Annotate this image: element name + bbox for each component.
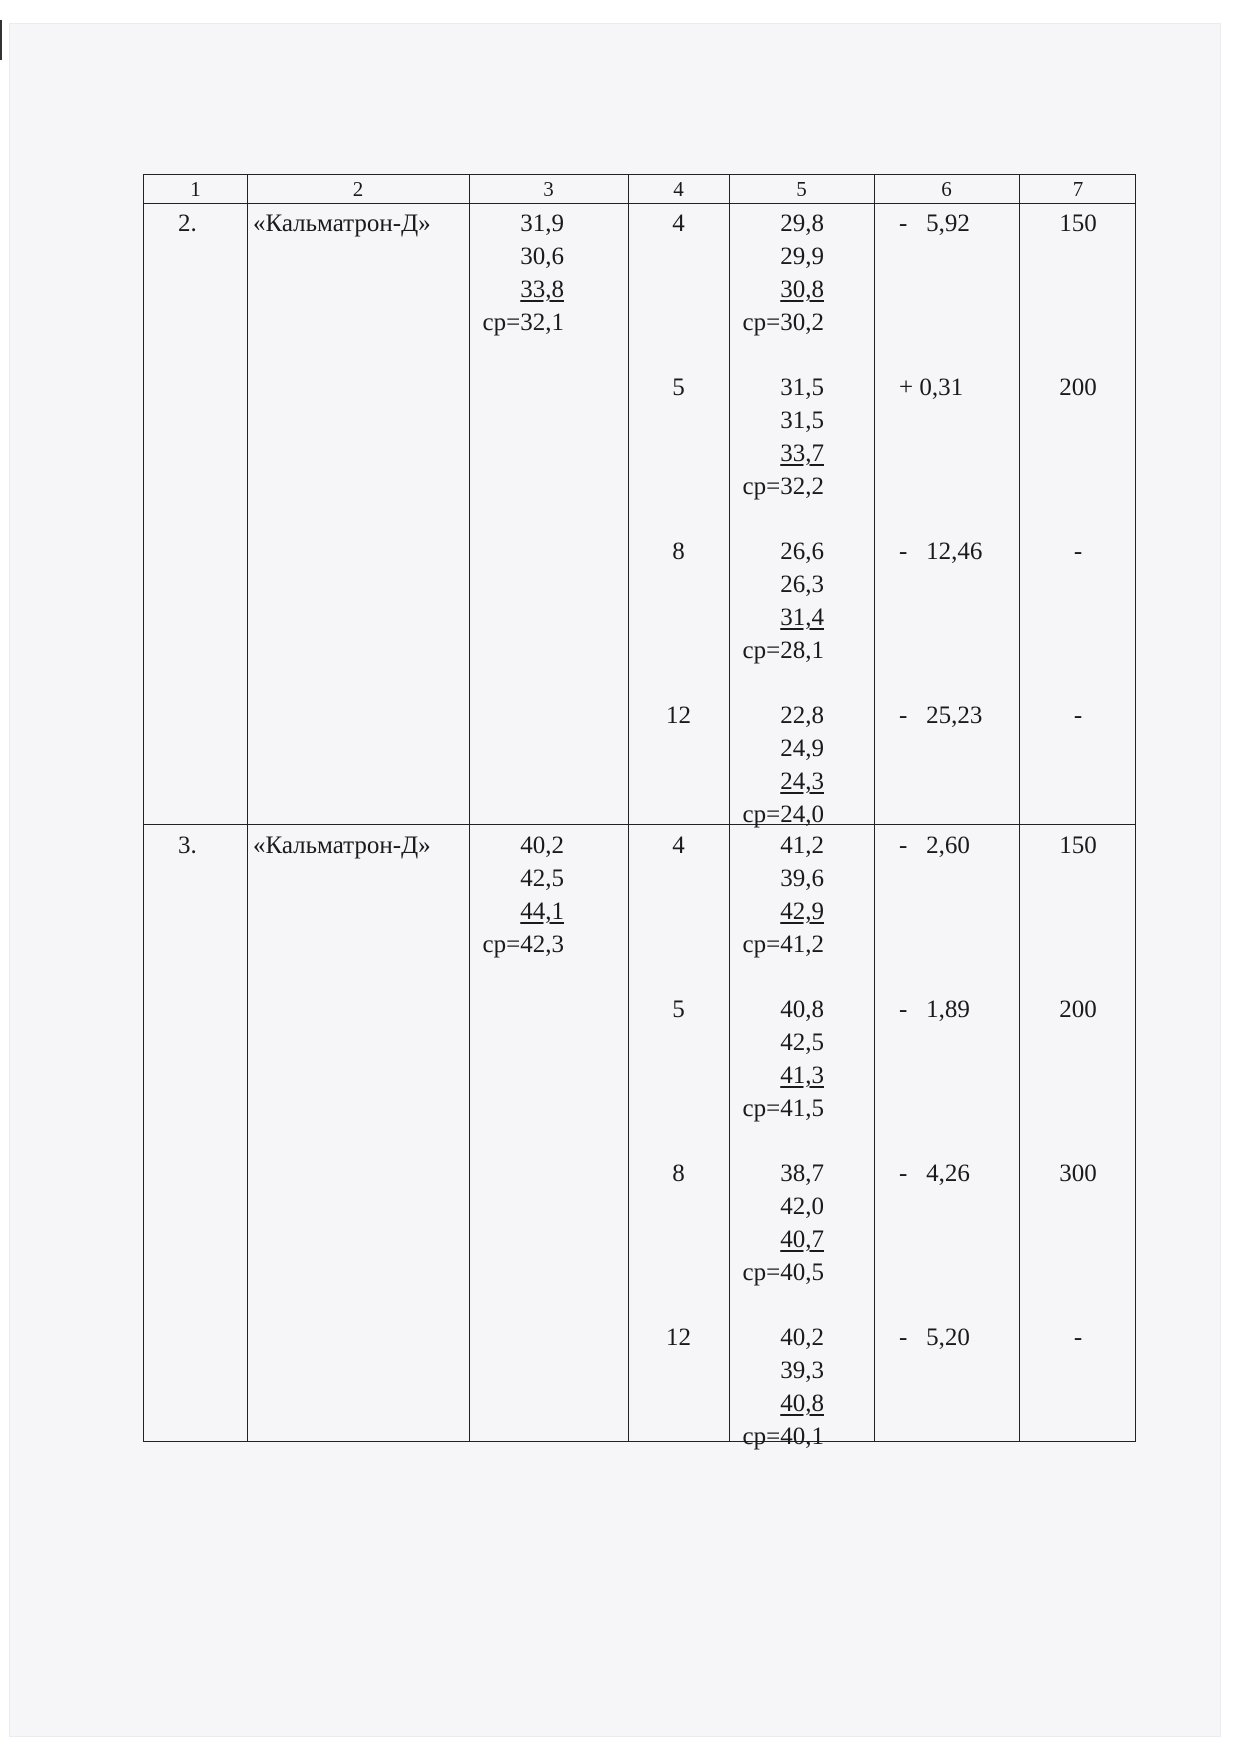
scan-edge-mark xyxy=(0,20,2,60)
measured-values-line: ср=40,1 xyxy=(742,1423,824,1450)
pressure-value: - xyxy=(1073,1324,1083,1351)
row-number: 2. xyxy=(178,210,197,237)
age-days: 8 xyxy=(672,538,685,565)
change-percent: - 12,46 xyxy=(899,538,983,565)
measured-values-line: 42,0 xyxy=(780,1193,824,1220)
measured-values-line: 39,6 xyxy=(780,865,824,892)
initial-values-line: ср=42,3 xyxy=(482,931,564,958)
pressure-value: 150 xyxy=(1059,832,1097,859)
measured-values-line: ср=41,2 xyxy=(742,931,824,958)
measured-values-line: 41,2 xyxy=(780,832,824,859)
row-number: 3. xyxy=(178,832,197,859)
pressure-value: 200 xyxy=(1059,374,1097,401)
material-name: «Кальматрон-Д» xyxy=(253,210,431,237)
header-col-1: 1 xyxy=(190,177,201,201)
measured-values-line: 29,8 xyxy=(780,210,824,237)
initial-values xyxy=(474,207,564,339)
measured-values-line: 41,3 xyxy=(780,1062,824,1089)
measured-values-line: 31,5 xyxy=(780,374,824,401)
measured-values-line: 30,8 xyxy=(780,276,824,303)
measured-values-line: ср=41,5 xyxy=(742,1095,824,1122)
initial-values-line: 30,6 xyxy=(520,243,564,270)
measured-values-line: 42,9 xyxy=(780,898,824,925)
measured-values xyxy=(734,829,824,961)
measured-values-line: 42,5 xyxy=(780,1029,824,1056)
change-percent: - 1,89 xyxy=(899,996,970,1023)
pressure-value: - xyxy=(1073,538,1083,565)
header-col-5: 5 xyxy=(796,177,807,201)
pressure-value: 150 xyxy=(1059,210,1097,237)
measured-values-line: 31,4 xyxy=(780,604,824,631)
measured-values-line: 24,3 xyxy=(780,768,824,795)
age-days: 5 xyxy=(672,374,685,401)
initial-values-line: 44,1 xyxy=(520,898,564,925)
measured-values-line: 33,7 xyxy=(780,440,824,467)
pressure-value: 200 xyxy=(1059,996,1097,1023)
measured-values-line: 26,3 xyxy=(780,571,824,598)
change-percent: - 5,20 xyxy=(899,1324,970,1351)
measured-values-line: 40,8 xyxy=(780,1390,824,1417)
age-days: 12 xyxy=(666,1324,691,1351)
age-days: 8 xyxy=(672,1160,685,1187)
measured-values-line: 26,6 xyxy=(780,538,824,565)
measured-values-line: ср=32,2 xyxy=(742,473,824,500)
age-days: 5 xyxy=(672,996,685,1023)
header-col-2: 2 xyxy=(352,177,364,201)
measured-values-line: 24,9 xyxy=(780,735,824,762)
initial-values-line: 40,2 xyxy=(520,832,564,859)
measured-values xyxy=(734,699,824,831)
header-col-6: 6 xyxy=(941,177,952,201)
results-table xyxy=(143,174,1136,1450)
age-days: 4 xyxy=(672,210,685,237)
measured-values xyxy=(734,1321,824,1453)
measured-values-line: ср=24,0 xyxy=(742,801,824,828)
measured-values-line: 22,8 xyxy=(780,702,824,729)
initial-values-line: ср=32,1 xyxy=(482,309,564,336)
pressure-value: 300 xyxy=(1059,1160,1097,1187)
header-col-4: 4 xyxy=(673,177,684,201)
initial-values-line: 42,5 xyxy=(520,865,564,892)
change-percent: - 5,92 xyxy=(899,210,970,237)
change-percent: + 0,31 xyxy=(899,374,964,401)
measured-values-line: ср=28,1 xyxy=(742,637,824,664)
change-percent: - 4,26 xyxy=(899,1160,970,1187)
header-col-7: 7 xyxy=(1072,177,1084,201)
measured-values-line: 40,2 xyxy=(780,1324,824,1351)
measured-values xyxy=(734,207,824,339)
measured-values xyxy=(734,535,824,667)
measured-values-line: 40,8 xyxy=(780,996,824,1023)
material-name: «Кальматрон-Д» xyxy=(253,832,431,859)
measured-values xyxy=(734,1157,824,1289)
pressure-value: - xyxy=(1073,702,1083,729)
measured-values-line: 40,7 xyxy=(780,1226,824,1253)
measured-values-line: 29,9 xyxy=(780,243,824,270)
age-days: 12 xyxy=(666,702,691,729)
measured-values-line: 31,5 xyxy=(780,407,824,434)
measured-values xyxy=(734,371,824,503)
measured-values xyxy=(734,993,824,1125)
age-days: 4 xyxy=(672,832,685,859)
measured-values-line: ср=40,5 xyxy=(742,1259,824,1286)
header-col-3: 3 xyxy=(543,177,554,201)
measured-values-line: 39,3 xyxy=(780,1357,824,1384)
measured-values-line: 38,7 xyxy=(780,1160,824,1187)
measured-values-line: ср=30,2 xyxy=(742,309,824,336)
initial-values-line: 33,8 xyxy=(520,276,564,303)
change-percent: - 2,60 xyxy=(899,832,970,859)
initial-values xyxy=(474,829,564,961)
change-percent: - 25,23 xyxy=(899,702,983,729)
initial-values-line: 31,9 xyxy=(520,210,564,237)
